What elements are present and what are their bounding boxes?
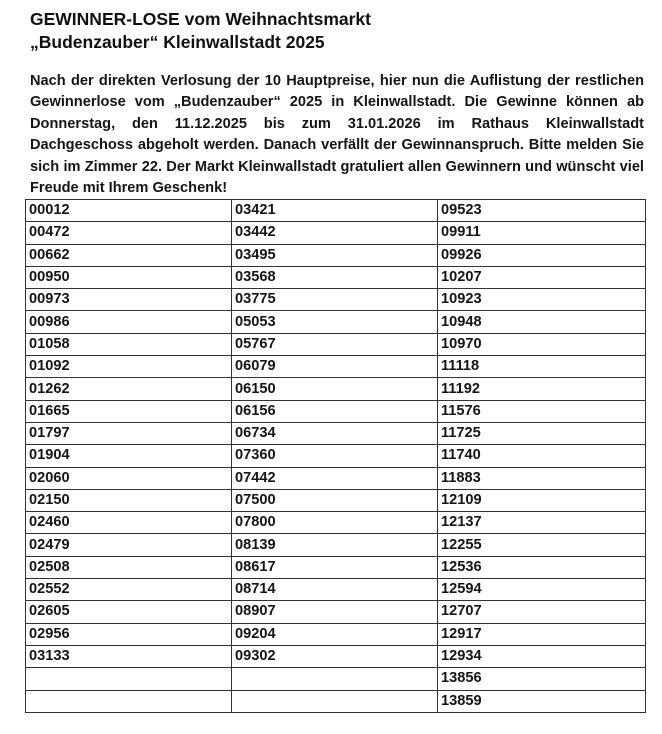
winning-number-cell: 06150: [232, 378, 438, 400]
winning-number-cell: 06079: [232, 356, 438, 378]
winning-number-cell: 11192: [438, 378, 646, 400]
winning-number-cell: 03495: [232, 244, 438, 266]
winning-number-cell: 03133: [26, 645, 232, 667]
winning-number-cell: 02060: [26, 467, 232, 489]
winning-number-cell: 06156: [232, 400, 438, 422]
table-row: [26, 422, 646, 444]
winning-number-cell: 12934: [438, 645, 646, 667]
table-row: [26, 333, 646, 355]
table-row: [26, 378, 646, 400]
winning-number-cell: 08617: [232, 556, 438, 578]
winning-number-cell: 08714: [232, 579, 438, 601]
winning-number-cell: 13856: [438, 668, 646, 690]
winning-number-cell: 03442: [232, 222, 438, 244]
winning-number-cell: 09204: [232, 623, 438, 645]
table-row: [26, 289, 646, 311]
table-row: [26, 467, 646, 489]
winning-number-cell: 10923: [438, 289, 646, 311]
winning-number-cell: 12109: [438, 489, 646, 511]
table-row: [26, 445, 646, 467]
table-row: [26, 489, 646, 511]
winning-number-cell: 09926: [438, 244, 646, 266]
winning-number-cell: 03421: [232, 200, 438, 222]
winning-number-cell: 10970: [438, 333, 646, 355]
winning-number-cell: [26, 668, 232, 690]
winning-number-cell: 10948: [438, 311, 646, 333]
winning-number-cell: 11883: [438, 467, 646, 489]
winning-number-cell: 11576: [438, 400, 646, 422]
table-row: [26, 534, 646, 556]
table-row: [26, 512, 646, 534]
table-row: [26, 556, 646, 578]
table-row: [26, 244, 646, 266]
winning-number-cell: 00986: [26, 311, 232, 333]
title-rest-part: vom Weihnachtsmarkt: [179, 9, 371, 29]
table-row: [26, 579, 646, 601]
winning-number-cell: 00012: [26, 200, 232, 222]
winning-number-cell: 07360: [232, 445, 438, 467]
winning-number-cell: 01904: [26, 445, 232, 467]
title-line-2: „Budenzauber“ Kleinwallstadt 2025: [30, 32, 325, 52]
table-row: [26, 266, 646, 288]
winning-number-cell: 00973: [26, 289, 232, 311]
winning-number-cell: 10207: [438, 266, 646, 288]
winning-number-cell: 07442: [232, 467, 438, 489]
winning-number-cell: 01665: [26, 400, 232, 422]
winning-number-cell: 05053: [232, 311, 438, 333]
title-line-1: [30, 8, 650, 31]
winning-numbers-table: [25, 199, 646, 713]
winning-number-cell: 02479: [26, 534, 232, 556]
winning-number-cell: 03568: [232, 266, 438, 288]
winning-number-cell: 02460: [26, 512, 232, 534]
table-row: [26, 311, 646, 333]
winning-number-cell: 05767: [232, 333, 438, 355]
winning-number-cell: [232, 690, 438, 712]
winning-number-cell: 11118: [438, 356, 646, 378]
winning-number-cell: 02508: [26, 556, 232, 578]
winning-number-cell: 11725: [438, 422, 646, 444]
winning-number-cell: 11740: [438, 445, 646, 467]
table-row: [26, 400, 646, 422]
winning-number-cell: 08907: [232, 601, 438, 623]
winning-number-cell: 12707: [438, 601, 646, 623]
winning-number-cell: 07500: [232, 489, 438, 511]
table-row: [26, 690, 646, 712]
table-row: [26, 356, 646, 378]
winning-number-cell: 12137: [438, 512, 646, 534]
page-title: [30, 8, 650, 54]
winning-number-cell: 09911: [438, 222, 646, 244]
winning-number-cell: 06734: [232, 422, 438, 444]
winning-number-cell: 01797: [26, 422, 232, 444]
title-bold-part: GEWINNER-LOSE: [30, 9, 180, 29]
table-row: [26, 645, 646, 667]
winning-number-cell: 02956: [26, 623, 232, 645]
winning-number-cell: 01092: [26, 356, 232, 378]
winning-number-cell: 02150: [26, 489, 232, 511]
table-row: [26, 222, 646, 244]
winning-number-cell: 02552: [26, 579, 232, 601]
winning-number-cell: 00662: [26, 244, 232, 266]
winning-numbers-body: [26, 200, 646, 713]
winning-number-cell: 12594: [438, 579, 646, 601]
winning-number-cell: 01058: [26, 333, 232, 355]
winning-number-cell: 12536: [438, 556, 646, 578]
winning-number-cell: 02605: [26, 601, 232, 623]
winning-number-cell: 07800: [232, 512, 438, 534]
winning-number-cell: 08139: [232, 534, 438, 556]
winning-number-cell: [26, 690, 232, 712]
table-row: [26, 623, 646, 645]
winning-number-cell: 09302: [232, 645, 438, 667]
table-row: [26, 200, 646, 222]
winning-number-cell: 03775: [232, 289, 438, 311]
winning-number-cell: 12255: [438, 534, 646, 556]
winning-number-cell: 00472: [26, 222, 232, 244]
winning-number-cell: 13859: [438, 690, 646, 712]
intro-paragraph: Nach der direkten Verlosung der 10 Hauptpreise, hier nun die Auflistung der restlichen Gewinnerlose vom „Budenzauber“ 2025 in Kleinwallstadt. Die Gewinne können ab Donnerstag, den 11.12.2025 bis zum 31.01.2026 im Rathaus Kleinwallstadt Dachgeschoss abgeholt werden. Danach verfällt der Gewinnanspruch. Bitte melden Sie sich im Zimmer 22. Der Markt Kleinwallstadt gratuliert allen Gewinnern und wünscht viel Freude mit Ihrem Geschenk!: [30, 73, 644, 197]
winning-number-cell: 01262: [26, 378, 232, 400]
table-row: [26, 668, 646, 690]
winning-number-cell: 09523: [438, 200, 646, 222]
table-row: [26, 601, 646, 623]
winning-number-cell: [232, 668, 438, 690]
winning-number-cell: 00950: [26, 266, 232, 288]
winning-number-cell: 12917: [438, 623, 646, 645]
